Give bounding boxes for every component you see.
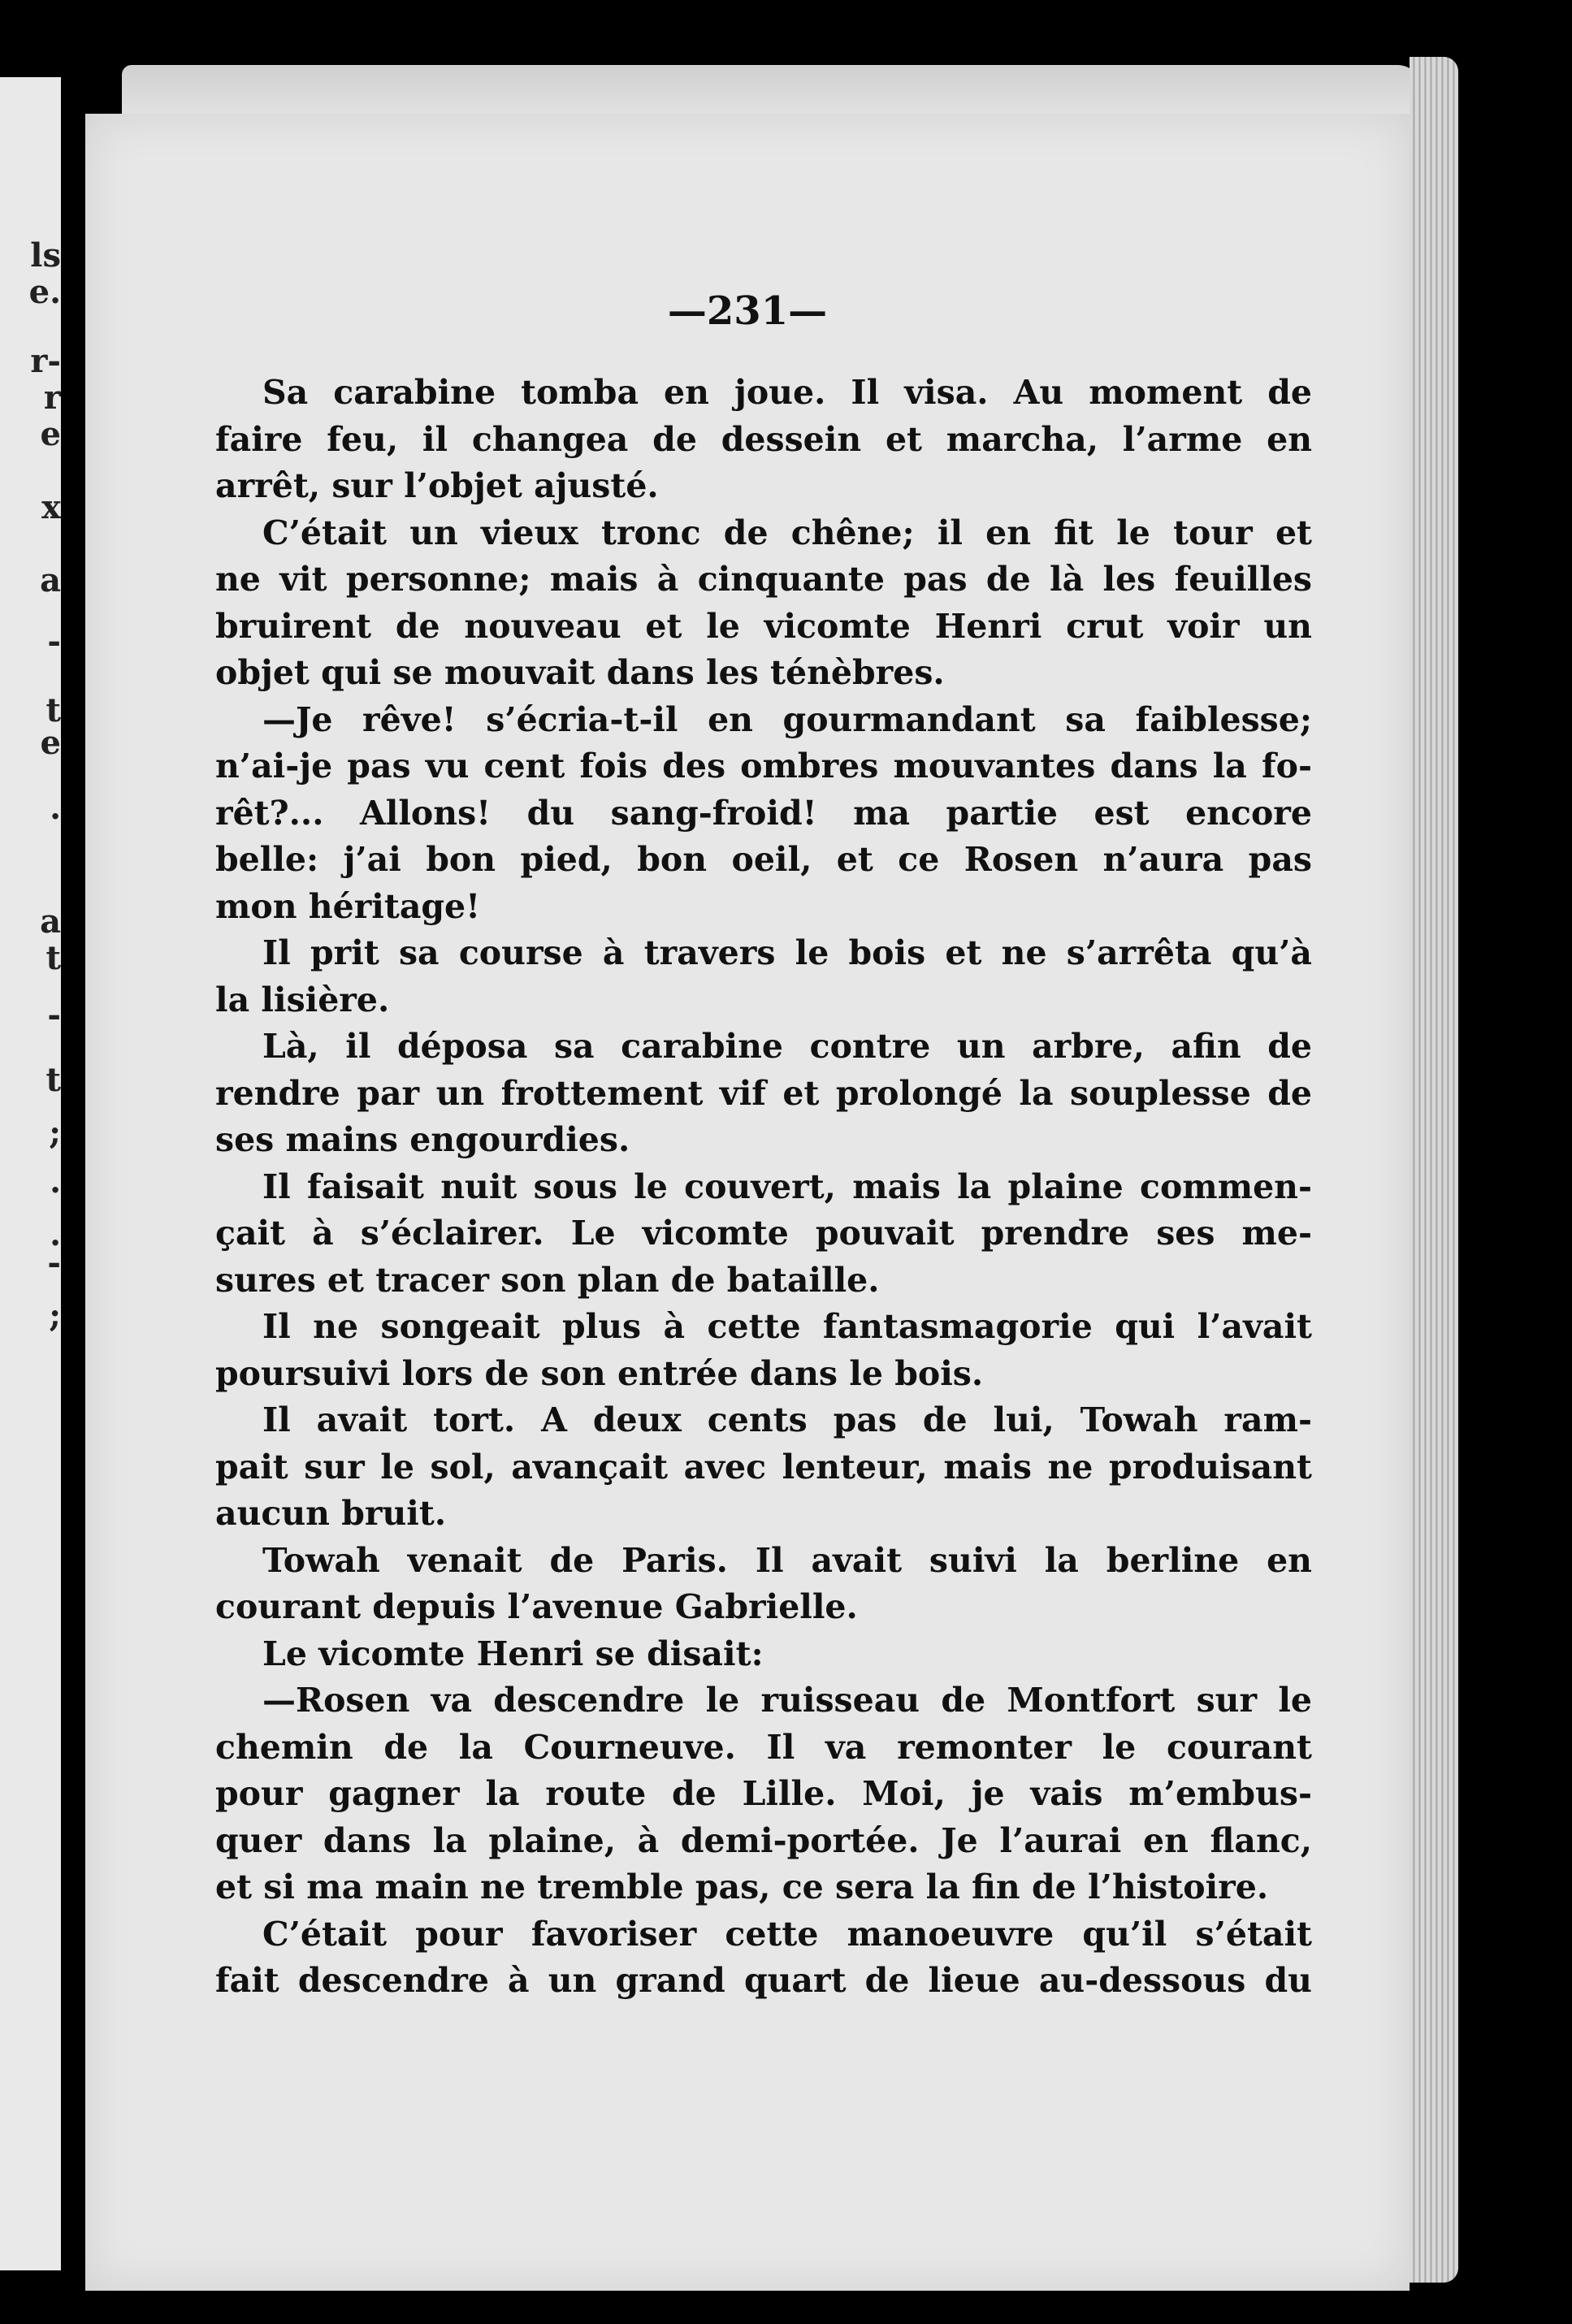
text-line: Il prit sa course à travers le bois et ne s’arrêta qu’à (262, 933, 1312, 972)
text-line: —Je rêve! s’écria-t-il en gourmandant sa faiblesse; (262, 699, 1312, 739)
text-line: Là, il déposa sa carabine contre un arbre, afin de (262, 1027, 1312, 1066)
text-line: faire feu, il changea de dessein et marcha, l’arme en (215, 419, 1312, 459)
text-line: Sa carabine tomba en joue. Il visa. Au moment de (262, 373, 1312, 412)
text-line: pait sur le sol, avançait avec lenteur, mais ne produisant (215, 1447, 1312, 1487)
facing-page-fragment: r (43, 379, 61, 417)
page-body-text (215, 370, 1312, 2005)
text-line: Towah venait de Paris. Il avait suivi la berline en (262, 1540, 1312, 1580)
facing-page-fragment: t (45, 939, 61, 977)
facing-page-fragment: t (45, 691, 61, 729)
facing-page-fragment: ; (49, 1296, 61, 1335)
facing-page-fragment: e (40, 415, 61, 453)
text-line: rêt?... Allons! du sang-froid! ma partie est encore (215, 793, 1312, 833)
text-line: fait descendre à un grand quart de lieue au-dessous du (215, 1961, 1312, 2000)
text-line: sures et tracer son plan de bataille. (215, 1260, 880, 1300)
page-stack-edge (1410, 57, 1458, 2283)
facing-page-fragment: t (45, 1061, 61, 1099)
text-line: —Rosen va descendre le ruisseau de Montfort sur le (262, 1681, 1312, 1720)
text-line: rendre par un frottement vif et prolongé la souplesse de (215, 1073, 1312, 1113)
facing-page-fragment: - (47, 1244, 61, 1282)
text-line: aucun bruit. (215, 1494, 447, 1533)
facing-page-fragment: - (47, 996, 61, 1034)
text-line: courant depuis l’avenue Gabrielle. (215, 1587, 858, 1626)
text-line: objet qui se mouvait dans les ténèbres. (215, 653, 945, 692)
text-line: Il faisait nuit sous le couvert, mais la plaine commen- (262, 1166, 1312, 1206)
facing-page-edge (0, 77, 61, 2270)
facing-page-fragment: e (40, 724, 61, 762)
text-line: poursuivi lors de son entrée dans le bois. (215, 1353, 984, 1393)
facing-page-fragment: . (50, 1215, 61, 1253)
facing-page-fragment: r- (30, 342, 61, 380)
text-line: Il ne songeait plus à cette fantasmagorie qui l’avait (262, 1307, 1312, 1346)
facing-page-fragment: e. (28, 273, 61, 311)
facing-page-fragment: a (40, 902, 61, 941)
text-line: ses mains engourdies. (215, 1120, 630, 1159)
facing-page-fragment: ls (30, 236, 61, 275)
text-line: mon héritage! (215, 886, 481, 926)
text-line: belle: j’ai bon pied, bon oeil, et ce Rosen n’aura pas (215, 840, 1312, 879)
text-line: C’était un vieux tronc de chêne; il en fit le tour et (262, 513, 1312, 552)
text-line: chemin de la Courneuve. Il va remonter le courant (215, 1727, 1312, 1767)
facing-page-fragment: . (50, 1162, 61, 1201)
facing-page-fragment: . (50, 789, 61, 827)
text-line: n’ai-je pas vu cent fois des ombres mouvantes dans la fo- (215, 747, 1312, 785)
text-line: ne vit personne; mais à cinquante pas de là les feuilles (215, 560, 1312, 599)
text-line: et si ma main ne tremble pas, ce sera la fin de l’histoire. (215, 1867, 1269, 1906)
text-line: C’était pour favoriser cette manoeuvre qu’il s’était (262, 1914, 1312, 1954)
text-line: quer dans la plaine, à demi-portée. Je l’aurai en flanc, (215, 1820, 1312, 1860)
text-line: arrêt, sur l’objet ajusté. (215, 466, 659, 505)
page-top-edge (122, 65, 1422, 115)
facing-page-fragment: a (40, 561, 61, 599)
text-line: Le vicomte Henri se disait: (262, 1634, 764, 1673)
book-page (85, 114, 1410, 2291)
text-line: bruirent de nouveau et le vicomte Henri crut voir un (215, 606, 1312, 646)
facing-page-fragment: - (47, 622, 61, 660)
facing-page-fragment: x (41, 488, 61, 526)
text-line: çait à s’éclairer. Le vicomte pouvait prendre ses me- (215, 1214, 1312, 1253)
page-number: —231— (667, 288, 828, 334)
text-line: pour gagner la route de Lille. Moi, je vais m’embus- (215, 1774, 1312, 1813)
text-line: la lisière. (215, 980, 390, 1019)
text-line: Il avait tort. A deux cents pas de lui, Towah ram- (262, 1400, 1312, 1439)
book-gutter (61, 0, 85, 2324)
facing-page-fragment: ; (49, 1114, 61, 1152)
